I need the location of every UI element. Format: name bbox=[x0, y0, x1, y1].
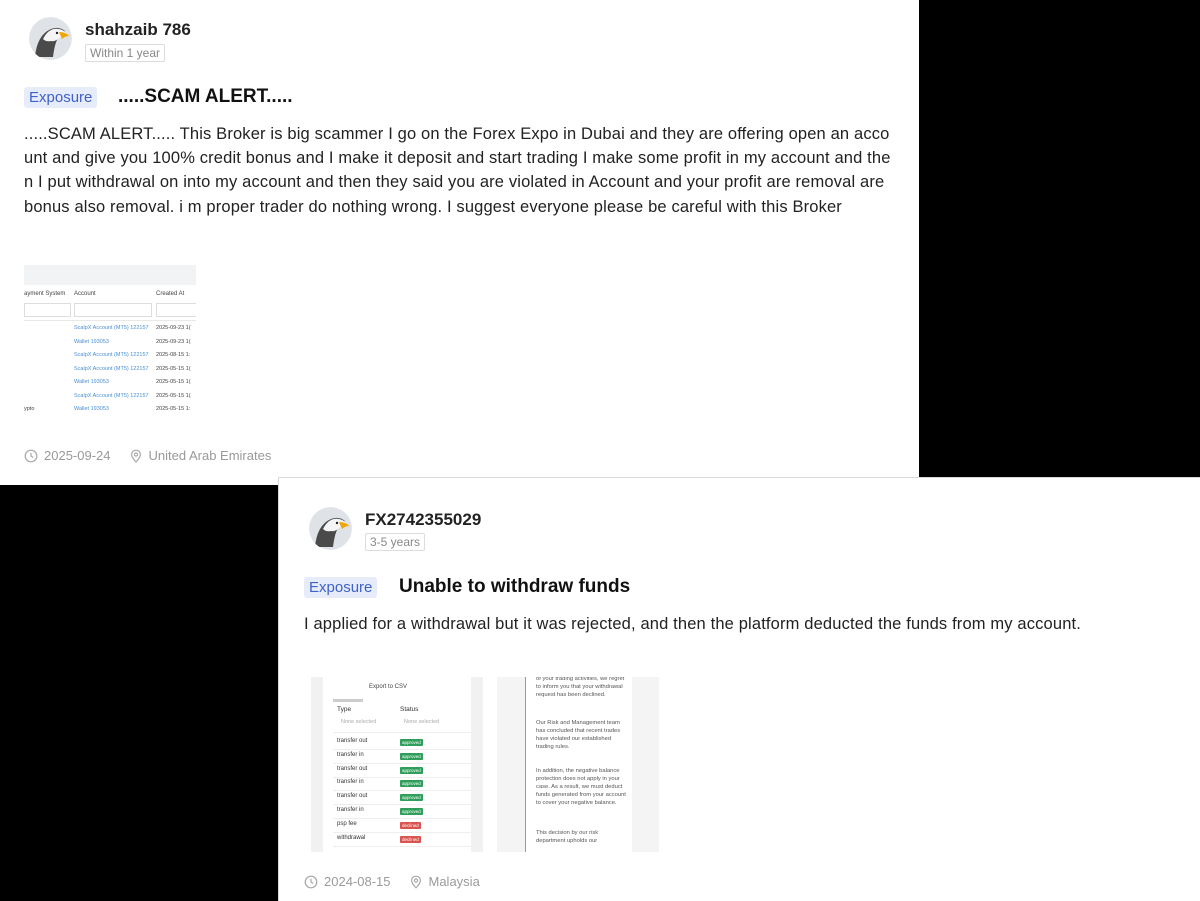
location-pin-icon bbox=[409, 875, 423, 889]
letter-page bbox=[525, 677, 632, 852]
status-badge: approved bbox=[402, 809, 421, 814]
filter-input bbox=[156, 303, 196, 317]
status-badge: declined bbox=[402, 822, 419, 828]
review-meta bbox=[304, 874, 480, 889]
created-at-cell: 2025-09-23 1( bbox=[156, 338, 191, 345]
review-meta bbox=[24, 448, 271, 463]
divider bbox=[333, 763, 471, 764]
table-row bbox=[24, 352, 196, 362]
scrollbar bbox=[333, 699, 363, 702]
created-at-cell: 2025-05-15 1: bbox=[156, 406, 191, 412]
table-row bbox=[24, 379, 196, 389]
column-header: Created At bbox=[156, 291, 185, 297]
transaction-type: transfer in bbox=[337, 807, 364, 813]
review-location: United Arab Emirates bbox=[148, 448, 272, 463]
created-at-cell: 2025-05-15 1( bbox=[156, 365, 191, 372]
transaction-type: withdrawal bbox=[337, 834, 366, 841]
status-badge: approved bbox=[402, 740, 421, 745]
transaction-type: transfer in bbox=[337, 751, 364, 758]
review-card bbox=[278, 477, 1200, 901]
location-pin-icon bbox=[129, 449, 143, 463]
divider bbox=[333, 846, 471, 847]
review-body: .....SCAM ALERT..... This Broker is big scammer I go on the Forex Expo in Dubai and they are offering open an account and give you 100% credit bonus and I make it deposit and start trading I make some profit in my account and then I put withdrawal on into my account and then they said you are violated in Account and your profit are removal are bonus also removal. i m proper trader do nothing wrong. I suggest everyone please be careful with this Broker bbox=[24, 125, 891, 216]
username[interactable]: FX2742355029 bbox=[365, 510, 482, 529]
tenure-badge: Within 1 year bbox=[85, 44, 165, 62]
status-filter: None selected bbox=[404, 719, 440, 725]
divider bbox=[333, 804, 471, 805]
exposure-tag: Exposure bbox=[24, 87, 97, 108]
review-date: 2024-08-15 bbox=[324, 874, 391, 889]
divider bbox=[333, 732, 471, 733]
divider bbox=[333, 818, 471, 819]
attachment-thumbnail[interactable] bbox=[311, 677, 483, 852]
review-card bbox=[0, 0, 919, 485]
letter-paragraph: Our Risk and Management team has concluded that recent trades have violated our established trading rules. bbox=[536, 720, 621, 750]
account-cell[interactable]: ScalpX Account (MT5) 122157 bbox=[74, 352, 149, 358]
divider bbox=[333, 777, 471, 778]
letter-paragraph: of your trading activities, we regret to inform you that your withdrawal request has been declined. bbox=[536, 677, 625, 698]
created-at-cell: 2025-05-15 1( bbox=[156, 392, 191, 399]
account-cell[interactable]: ScalpX Account (MT5) 122157 bbox=[74, 392, 149, 399]
status-badge: approved bbox=[402, 781, 421, 787]
username[interactable]: shahzaib 786 bbox=[85, 20, 191, 39]
table-row bbox=[24, 393, 196, 403]
status-badge: declined bbox=[402, 836, 419, 842]
review-body: I applied for a withdrawal but it was rejected, and then the platform deducted the funds from my account. bbox=[304, 615, 1082, 633]
created-at-cell: 2025-05-15 1( bbox=[156, 379, 191, 385]
status-badge: approved bbox=[402, 753, 421, 759]
transaction-type: psp fee bbox=[337, 820, 357, 827]
status-badge: approved bbox=[402, 767, 421, 773]
attachment-thumbnail[interactable] bbox=[497, 677, 659, 852]
review-title: .....SCAM ALERT..... bbox=[118, 86, 293, 107]
account-cell[interactable]: ScalpX Account (MT5) 122157 bbox=[74, 365, 149, 372]
table-row bbox=[24, 325, 196, 335]
created-at-cell: 2025-08-15 1: bbox=[156, 352, 191, 358]
eagle-avatar-icon bbox=[309, 507, 352, 550]
table-row bbox=[24, 406, 196, 416]
clock-icon bbox=[304, 875, 318, 889]
eagle-avatar-icon bbox=[29, 17, 72, 60]
table-header-bar bbox=[24, 265, 196, 285]
table-row bbox=[24, 339, 196, 349]
created-at-cell: 2025-09-23 1( bbox=[156, 325, 191, 331]
exposure-tag: Exposure bbox=[304, 577, 377, 598]
type-filter: None selected bbox=[341, 719, 377, 725]
letter-paragraph: This decision by our risk department upholds our bbox=[536, 830, 599, 844]
account-cell[interactable]: Wallet 193053 bbox=[74, 406, 109, 412]
review-location: Malaysia bbox=[428, 874, 480, 889]
divider bbox=[333, 749, 471, 750]
divider bbox=[333, 832, 471, 833]
letter-paragraph: In addition, the negative balance protection does not apply in your case. As a result, we must deduct funds generated from your account to cover your negative balance. bbox=[536, 768, 626, 806]
account-cell[interactable]: Wallet 193053 bbox=[74, 338, 109, 345]
account-cell[interactable]: Wallet 193053 bbox=[74, 379, 109, 385]
filter-input bbox=[24, 303, 71, 317]
tenure-badge: 3-5 years bbox=[365, 533, 425, 551]
filter-input bbox=[74, 303, 152, 317]
payment-system-cell: ypto bbox=[24, 406, 35, 412]
column-header-type: Type bbox=[337, 706, 352, 713]
table-row bbox=[24, 366, 196, 376]
transaction-type: transfer in bbox=[337, 779, 364, 786]
divider bbox=[24, 320, 196, 321]
status-badge: approved bbox=[402, 795, 421, 801]
divider bbox=[333, 790, 471, 791]
avatar[interactable] bbox=[29, 17, 72, 60]
avatar[interactable] bbox=[309, 507, 352, 550]
export-csv-label: Export to CSV bbox=[369, 684, 408, 690]
transaction-type: transfer out bbox=[337, 765, 368, 772]
transaction-type: transfer out bbox=[337, 738, 368, 744]
review-title: Unable to withdraw funds bbox=[399, 576, 631, 597]
review-date: 2025-09-24 bbox=[44, 448, 111, 463]
column-header: ayment System bbox=[24, 291, 66, 297]
attachment-thumbnail[interactable] bbox=[24, 265, 196, 418]
transaction-type: transfer out bbox=[337, 793, 368, 800]
account-cell[interactable]: ScalpX Account (MT5) 122157 bbox=[74, 325, 149, 331]
column-header: Account bbox=[74, 291, 96, 297]
column-header-status: Status bbox=[400, 706, 419, 713]
clock-icon bbox=[24, 449, 38, 463]
